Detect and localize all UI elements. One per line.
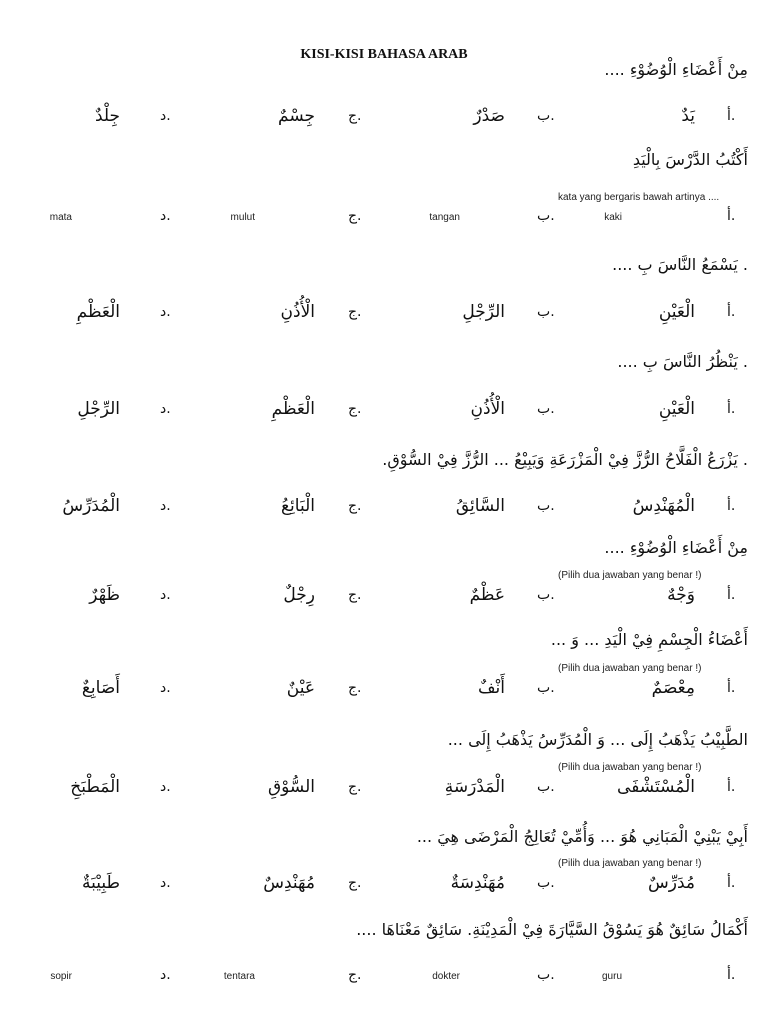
option-label: د.: [160, 587, 171, 603]
option-text[interactable]: وَجْهٌ: [667, 585, 695, 605]
option-label: ج.: [348, 779, 362, 795]
option-text[interactable]: عَيْنٌ: [286, 678, 315, 698]
question-stem: . يَنْظُرُ النَّاسَ بِ ....: [617, 352, 748, 371]
option-label: ب.: [537, 779, 555, 795]
option-label: أ.: [727, 587, 736, 603]
option-label: أ.: [727, 304, 736, 320]
option-text[interactable]: الْمُهَنْدِسُ: [632, 496, 695, 516]
question-stem: أَعْضَاءُ الْجِسْمِ فِيْ الْيَدِ ... وَ ...: [550, 630, 748, 649]
option-label: ب.: [537, 208, 555, 224]
question-stem: . يَزْرَعُ الْفَلَّاحُ الرُّزَّ فِيْ الْمَزْرَعَةِ وَيَبِيْعُ ... الرُّزَّ فِيْ السُّوْقِ.: [382, 450, 748, 469]
option-text[interactable]: جِسْمٌ: [278, 106, 315, 126]
option-text[interactable]: الْعَيْنِ: [658, 399, 695, 419]
option-text[interactable]: الْمُدَرِّسُ: [62, 496, 120, 516]
question-note: (Pilih dua jawaban yang benar !): [558, 570, 702, 581]
option-text[interactable]: طَبِيْبَةٌ: [81, 873, 120, 893]
option-label: أ.: [727, 779, 736, 795]
option-text[interactable]: مِعْصَمٌ: [651, 678, 695, 698]
question-note: kata yang bergaris bawah artinya ....: [558, 192, 720, 203]
option-label: ب.: [537, 680, 555, 696]
option-label: د.: [160, 498, 171, 514]
option-label: د.: [160, 779, 171, 795]
option-text[interactable]: أَنْفٌ: [477, 678, 505, 698]
question-stem: مِنْ أَعْضَاءِ الْوُضُوْءِ ....: [604, 60, 748, 79]
option-label: ج.: [348, 304, 362, 320]
option-text[interactable]: tangan: [429, 212, 460, 223]
option-label: د.: [160, 680, 171, 696]
option-label: ب.: [537, 498, 555, 514]
option-text[interactable]: sopir: [50, 971, 72, 982]
option-label: ب.: [537, 587, 555, 603]
option-label: أ.: [727, 498, 736, 514]
option-text[interactable]: الْأُذُنِ: [470, 399, 505, 419]
option-text[interactable]: أَصَابِعٌ: [81, 678, 120, 698]
option-text[interactable]: الْمُسْتَشْفَى: [617, 777, 695, 797]
option-text[interactable]: مُدَرِّسٌ: [648, 873, 695, 893]
question-stem: مِنْ أَعْضَاءِ الْوُضُوْءِ ....: [604, 538, 748, 557]
option-text[interactable]: الْمَطْبَخِ: [70, 777, 120, 797]
option-text[interactable]: dokter: [432, 971, 460, 982]
option-label: أ.: [727, 401, 736, 417]
option-label: ج.: [348, 208, 362, 224]
option-label: أ.: [727, 108, 736, 124]
option-text[interactable]: الْعَيْنِ: [658, 302, 695, 322]
option-text[interactable]: tentara: [223, 971, 255, 982]
option-label: ج.: [348, 108, 362, 124]
option-label: د.: [160, 401, 171, 417]
option-text[interactable]: الْبَائِعُ: [281, 496, 315, 516]
option-text[interactable]: عَظْمٌ: [469, 585, 505, 605]
option-text[interactable]: الرِّجْلِ: [462, 302, 505, 322]
option-text[interactable]: الْأُذُنِ: [280, 302, 315, 322]
option-label: ج.: [348, 875, 362, 891]
option-text[interactable]: kaki: [604, 212, 622, 223]
option-text[interactable]: mata: [49, 212, 72, 223]
option-text[interactable]: يَدٌ: [681, 106, 695, 126]
option-text[interactable]: ظَهْرٌ: [89, 585, 120, 605]
option-text[interactable]: mulut: [230, 212, 255, 223]
option-label: ج.: [348, 967, 362, 983]
option-label: أ.: [727, 208, 736, 224]
question-note: (Pilih dua jawaban yang benar !): [558, 663, 702, 674]
option-label: ج.: [348, 587, 362, 603]
question-stem: أَكْتُبُ الدَّرْسَ بِالْيَدِ: [632, 150, 748, 169]
option-label: د.: [160, 875, 171, 891]
option-label: ج.: [348, 680, 362, 696]
question-note: (Pilih dua jawaban yang benar !): [558, 762, 702, 773]
page-title: KISI-KISI BAHASA ARAB: [300, 47, 468, 62]
question-stem: الطَّبِيْبُ يَذْهَبُ إِلَى ... وَ الْمُدَرِّسُ يَذْهَبُ إِلَى ...: [447, 730, 748, 749]
option-text[interactable]: صَدْرٌ: [473, 106, 505, 126]
question-stem: أَبِيْ يَبْنِيْ الْمَبَانِي هُوَ ... وَأُمِّيْ تُعَالِجُ الْمَرْضَى هِيَ ...: [416, 827, 748, 846]
option-label: د.: [160, 967, 171, 983]
option-label: أ.: [727, 680, 736, 696]
option-label: ب.: [537, 401, 555, 417]
question-stem: أَكْمَالُ سَائِقٌ هُوَ يَسُوْقُ السَّيَّارَةَ فِيْ الْمَدِيْنَةِ. سَائِقٌ مَعْنَاهَا ....: [356, 920, 748, 939]
option-label: ب.: [537, 304, 555, 320]
option-text[interactable]: الْعَظْمِ: [271, 399, 315, 419]
option-text[interactable]: الْمَدْرَسَةِ: [444, 777, 505, 797]
option-label: ج.: [348, 498, 362, 514]
option-label: ب.: [537, 875, 555, 891]
option-text[interactable]: السَّائِقُ: [455, 496, 505, 516]
option-text[interactable]: الْعَظْمِ: [76, 302, 120, 322]
option-text[interactable]: مُهَنْدِسَةٌ: [450, 873, 505, 893]
option-label: د.: [160, 208, 171, 224]
option-label: د.: [160, 108, 171, 124]
question-note: (Pilih dua jawaban yang benar !): [558, 858, 702, 869]
question-stem: . يَسْمَعُ النَّاسَ بِ ....: [612, 255, 748, 274]
option-label: أ.: [727, 967, 736, 983]
option-label: ب.: [537, 108, 555, 124]
option-label: أ.: [727, 875, 736, 891]
option-label: د.: [160, 304, 171, 320]
option-text[interactable]: الرِّجْلِ: [77, 399, 120, 419]
option-label: ج.: [348, 401, 362, 417]
option-text[interactable]: السُّوْقِ: [267, 777, 315, 797]
option-text[interactable]: رِجْلٌ: [283, 585, 315, 605]
option-text[interactable]: guru: [601, 971, 622, 982]
option-label: ب.: [537, 967, 555, 983]
option-text[interactable]: مُهَنْدِسٌ: [263, 873, 315, 893]
option-text[interactable]: جِلْدٌ: [94, 106, 120, 126]
